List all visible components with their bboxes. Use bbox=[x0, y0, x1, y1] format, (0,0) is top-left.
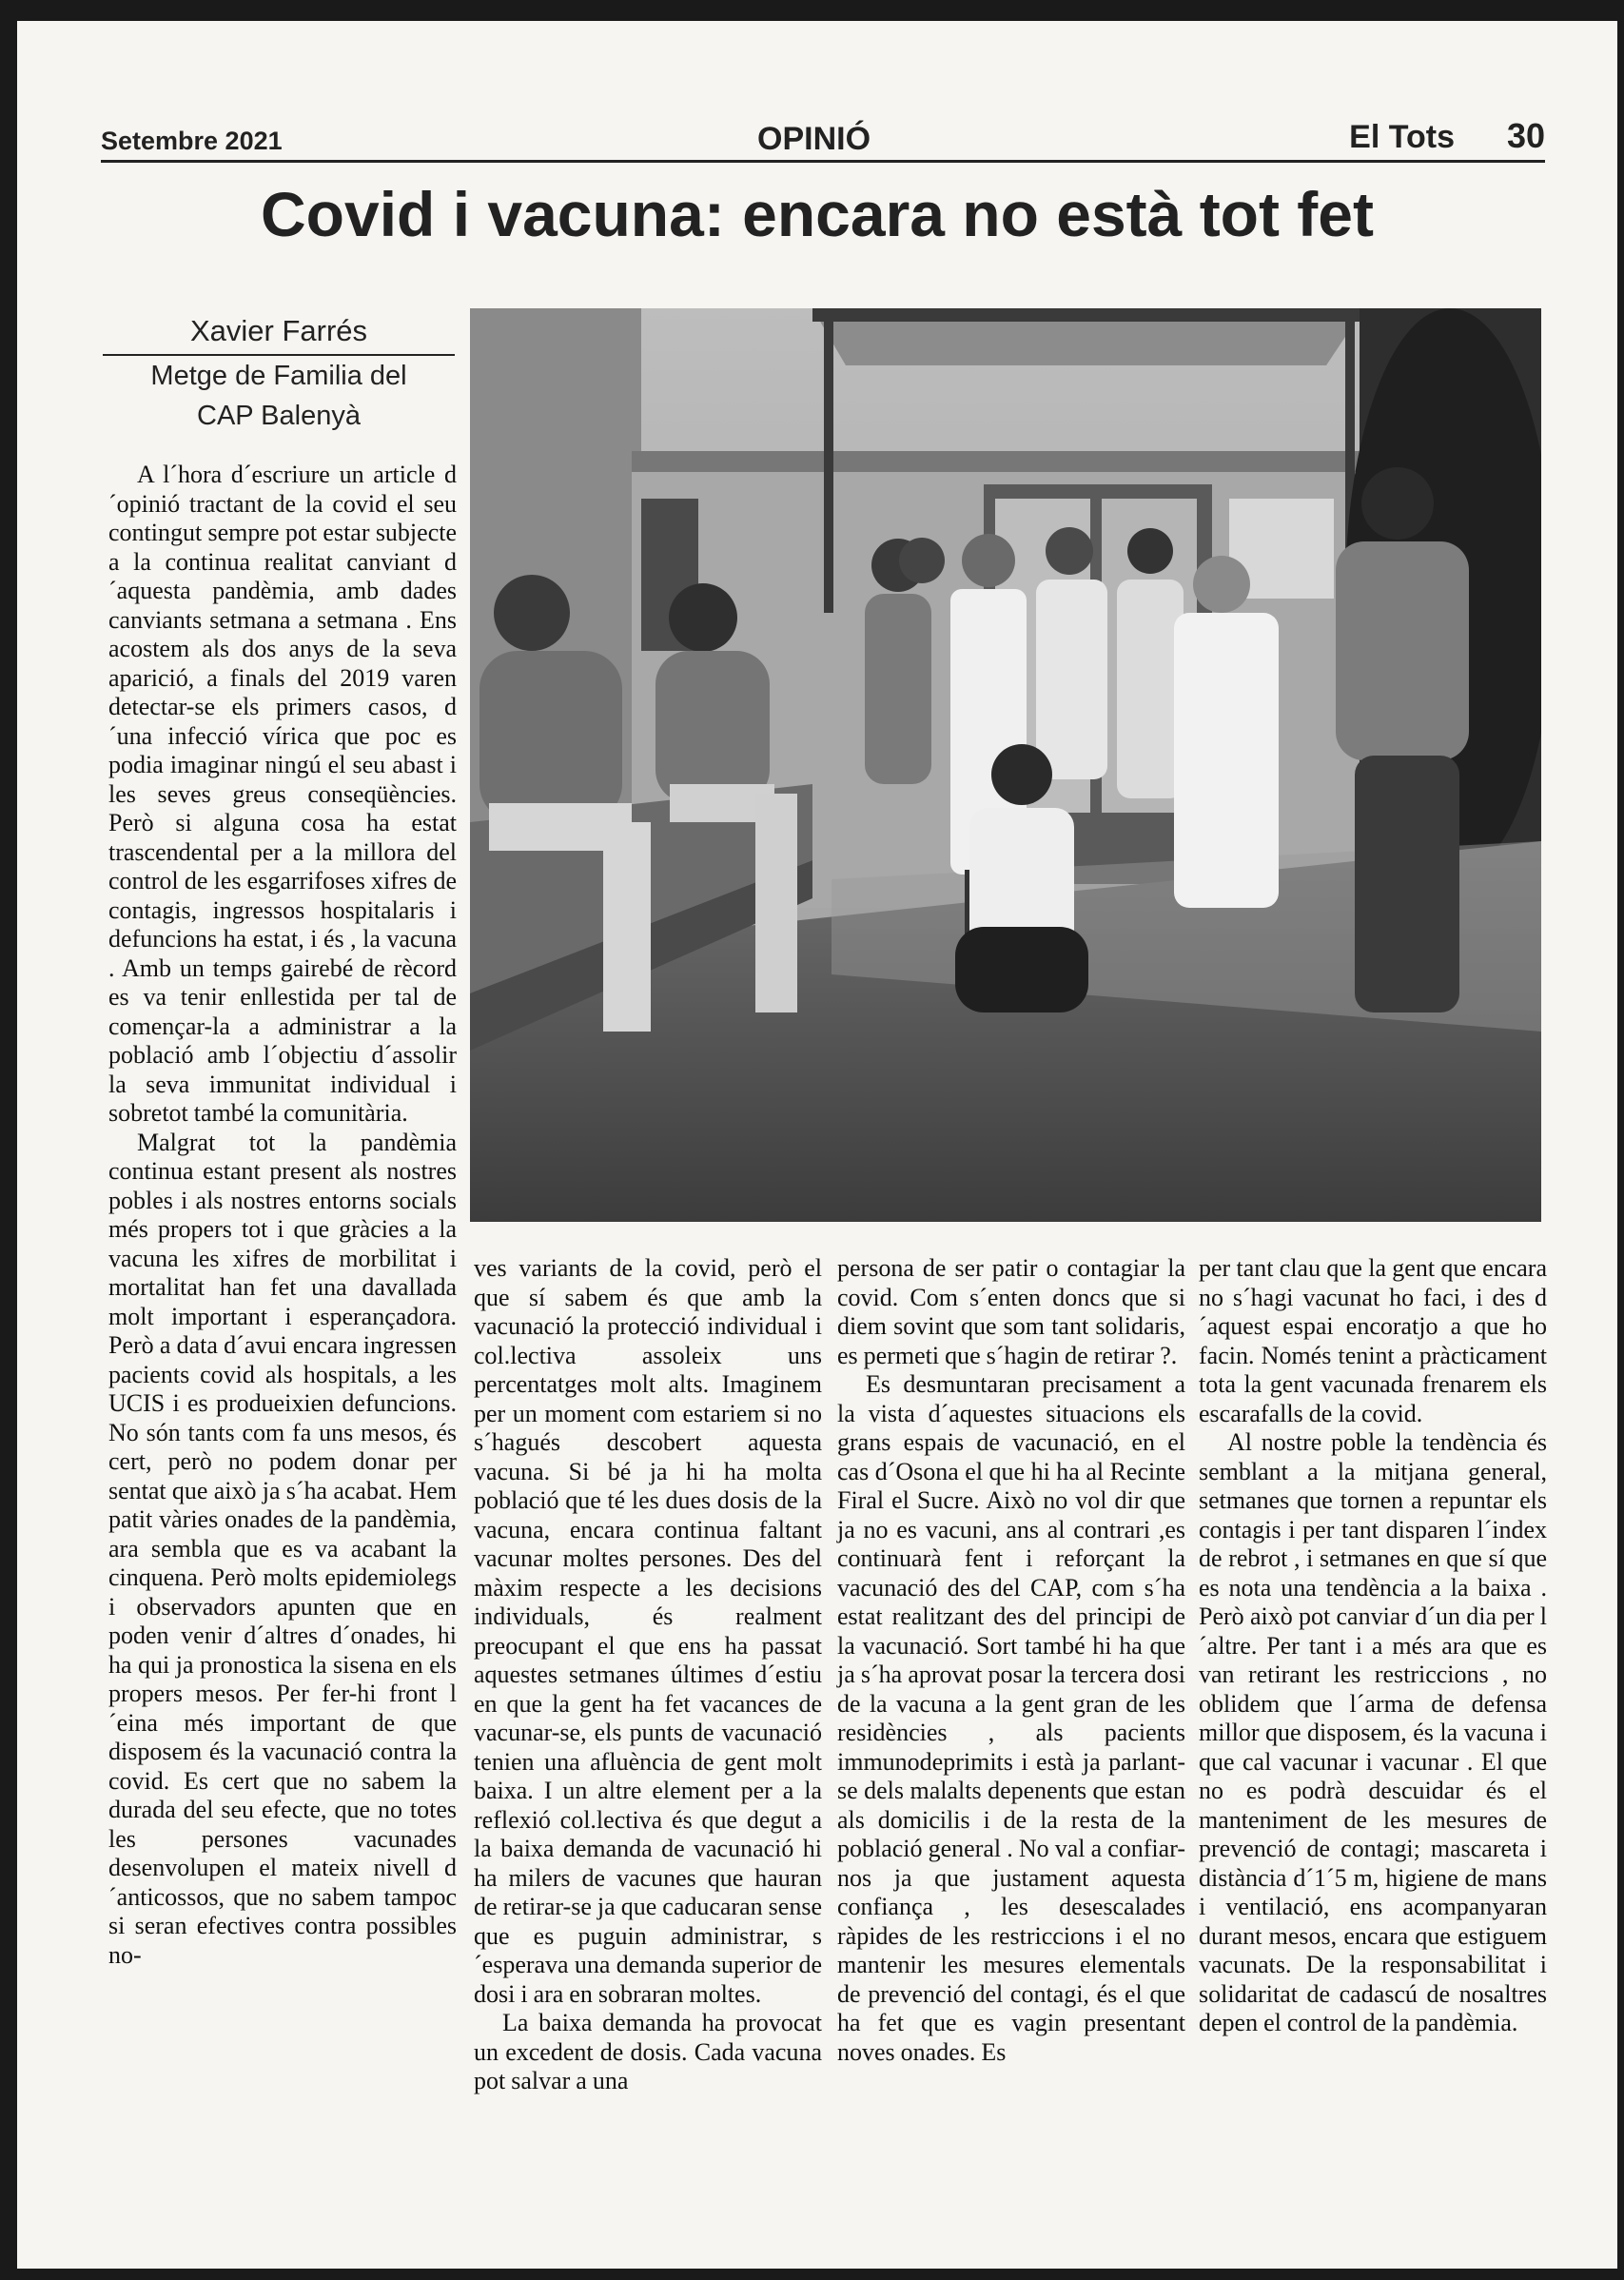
author-affiliation: CAP Balenyà bbox=[197, 401, 361, 431]
article-column-3 bbox=[837, 1254, 1185, 2067]
author-name: Xavier Farrés bbox=[103, 312, 455, 356]
page-header bbox=[101, 93, 1545, 163]
section-title: OPINIÓ bbox=[757, 121, 871, 157]
column-2-paragraph-2: La baixa demanda ha provocat un excedent de dosis. Cada vacuna pot salvar a una bbox=[474, 2009, 822, 2094]
column-4-paragraph-1: per tant clau que la gent que encara no s´hagi vacunat ho faci, i des d´aquest espai encoratjo a que ho facin. Només tenint a pràcticament tota la gent vacunada frenarem els escarafalls de la covid. bbox=[1199, 1254, 1547, 1427]
column-2-paragraph-1: ves variants de la covid, però el que sí sabem és que amb la vacunació la protecció individual i col.lectiva assoleix uns percentatges molt alts. Imaginem per un moment com estariem si no s´hagués descobert aquesta vacuna. Si bé ja hi ha molta població que té les dues dosis de la vacuna, encara continua faltant vacunar moltes persones. Des del màxim respecte a les decisions individuals, és realment preocupant el que ens ha passat aquestes setmanes últimes d´estiu en que la gent ha fet vacances de vacunar-se, els punts de vacunació tenien una afluència de gent molt baixa. I un altre element per a la reflexió col.lectiva és que degut a la baixa demanda de vacunació hi ha milers de vacunes que hauran de retirar-se ja que caducaran sense que es puguin administrar, s´esperava una demanda superior de dosi i ara en sobraran moltes. bbox=[474, 1254, 822, 2008]
column-3-paragraph-1: persona de ser patir o contagiar la covid. Com s´enten doncs que si diem sovint que som tant solidaris, es permeti que s´hagin de retirar ?. bbox=[837, 1254, 1185, 1369]
byline bbox=[103, 312, 455, 436]
article-title: Covid i vacuna: encara no està tot fet bbox=[261, 179, 1374, 249]
issue-date: Setembre 2021 bbox=[101, 127, 283, 155]
magazine-page bbox=[17, 21, 1617, 2269]
article-column-2 bbox=[474, 1254, 822, 2096]
column-1-paragraph-1: A l´hora d´escriure un article d´opinió tractant de la covid el seu contingut sempre pot estar subjecte a la continua realitat canviant d´aquesta pandèmia, amb dades canviants setmana a setmana . Ens acostem als dos anys de la seva aparició, a finals del 2019 varen detectar-se els primers casos, d´una infecció vírica que poc es podia imaginar ningú el seu abast i les seves greus conseqüències. Però si alguna cosa ha estat trascendental per a la millora del control de les esgarrifoses xifres de contagis, ingressos hospitalaris i defuncions ha estat, i és , la vacuna . Amb un temps gairebé de rècord es va tenir enllestida per tal de començar-la a administrar a la població amb l´objectiu d´assolir la seva immunitat individual i sobretot també la comunitària. bbox=[108, 461, 457, 1127]
publication-name: El Tots bbox=[1349, 119, 1455, 155]
author-role: Metge de Familia del bbox=[150, 361, 407, 391]
column-3-paragraph-2: Es desmuntaran precisament a la vista d´aquestes situacions els grans espais de vacunació, en el cas d´Osona el que hi ha al Recinte Firal el Sucre. Això no vol dir que ja no es vacuni, ans al contrari ,es continuarà fent i reforçant la vacunació des del CAP, com s´ha estat realitzant des del principi de la vacunació. Sort també hi ha que ja s´ha aprovat posar la tercera dosi de la vacuna a la gent gran de les residències , als pacients immunodeprimits i està ja parlant-se dels malalts depenents que estan als domicilis i de la resta de la població general . No val a confiar-nos ja que justament aquesta confiança , les desescalades ràpides de les restriccions i el no mantenir les mesures elementals de prevenció del contagi, és el que ha fet que es vagin presentant noves onades. Es bbox=[837, 1370, 1185, 2066]
page-number: 30 bbox=[1506, 116, 1545, 155]
group-photo bbox=[470, 308, 1541, 1222]
column-4-paragraph-2: Al nostre poble la tendència és semblant a la mitjana general, setmanes que tornen a repuntar els contagis i per tant disparen l´index de rebrot , i setmanes en que sí que es nota una tendència a la baixa . Però això pot canviar d´un dia per l´altre. Per tant i a més ara que es van retirant les restriccions , no oblidem que l´arma de defensa millor que disposem, és la vacuna i que cal vacunar i vacunar . El que no es podrà descuidar és el manteniment de les mesures de prevenció de contagi; mascareta i distància d´1´5 m, higiene de mans i ventilació, ens acompanyaran durant mesos, encara que estiguem vacunats. De la responsabilitat i solidaritat de cadascú de nosaltres depen el control de la pandèmia. bbox=[1199, 1428, 1547, 2036]
article-column-1 bbox=[108, 461, 457, 1970]
column-1-paragraph-2: Malgrat tot la pandèmia continua estant present als nostres pobles i als nostres entorns socials més propers tot i que gràcies a la vacuna les xifres de morbilitat i mortalitat han fet una davallada molt important i esperançadora. Però a data d´avui encara ingressen pacients covid als hospitals, a les UCIS i es produeixien defuncions. No són tants com fa uns mesos, és cert, però no podem donar per sentat que això ja s´ha acabat. Hem patit vàries onades de la pandèmia, ara sembla que es va acabant la cinquena. Però molts epidemiolegs i observadors apunten que en poden venir d´altres d´onades, hi ha qui ja pronostica la sisena en els propers mesos. Per fer-hi front l´eina més important de que disposem és la vacunació contra la covid. Es cert que no sabem la durada del seu efecte, que no totes les persones vacunades desenvolupen el mateix nivell d´anticossos, que no sabem tampoc si seran efectives contra possibles no- bbox=[108, 1128, 457, 1969]
article-column-4 bbox=[1199, 1254, 1547, 2038]
